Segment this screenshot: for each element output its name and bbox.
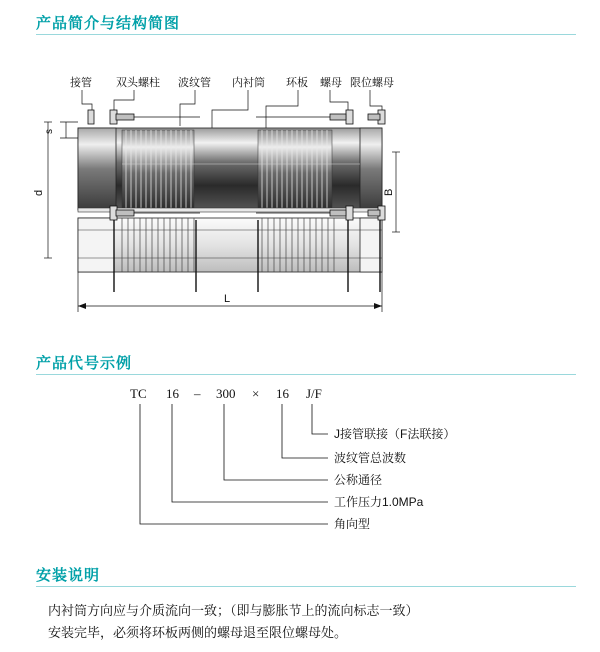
code-token-2: – — [194, 386, 201, 401]
section-title-intro: 产品简介与结构简图 — [36, 15, 181, 32]
code-token-1: 16 — [166, 386, 179, 401]
callout-labels — [70, 75, 394, 89]
callout-label-0: 接管 — [70, 77, 92, 89]
dimension-label-d: d — [33, 189, 45, 196]
dimension-b — [383, 152, 400, 232]
section-divider-intro — [36, 34, 576, 35]
upper-assembly — [78, 110, 385, 210]
section-title-install: 安装说明 — [36, 567, 101, 584]
section-divider-code — [36, 374, 576, 375]
dimension-label-b: B — [383, 188, 395, 196]
callout-label-2: 波纹管 — [178, 77, 211, 89]
code-tokens — [130, 386, 322, 401]
dimension-s — [44, 122, 78, 138]
install-note-line-2: 安装完毕，必须将环板两侧的螺母退至限位螺母处。 — [48, 625, 348, 640]
code-legend-2: 公称通径 — [334, 473, 383, 487]
code-token-5: 16 — [276, 386, 289, 401]
code-token-4: × — [252, 386, 260, 401]
code-legend-0: J接管联接（F法联接） — [334, 427, 456, 441]
stud-bolts-top — [88, 110, 385, 124]
callout-label-5: 螺母 — [320, 77, 342, 89]
product-code-diagram — [100, 382, 520, 552]
callout-label-3: 内衬筒 — [232, 77, 265, 89]
code-legend-3: 工作压力1.0MPa — [334, 495, 424, 509]
install-note-line-1: 内衬筒方向应与介质流向一致；（即与膨胀节上的流向标志一致） — [48, 603, 419, 618]
code-token-6: J/F — [306, 386, 322, 401]
callout-label-1: 双头螺柱 — [116, 77, 160, 89]
code-legend-4: 角向型 — [334, 517, 371, 531]
code-legend — [334, 426, 455, 531]
structure-diagram — [30, 60, 570, 340]
code-leaders — [140, 404, 328, 524]
dimension-label-l: L — [224, 293, 231, 305]
callout-label-6: 限位螺母 — [350, 77, 394, 89]
callout-label-4: 环板 — [286, 77, 308, 89]
code-token-0: TC — [130, 386, 147, 401]
lower-assembly — [78, 206, 385, 292]
dimension-l — [78, 272, 382, 312]
dimension-label-s: s — [44, 129, 55, 134]
code-legend-1: 波纹管总波数 — [334, 451, 407, 465]
dimension-d — [33, 122, 52, 258]
section-title-code: 产品代号示例 — [36, 355, 133, 372]
section-divider-install — [36, 586, 576, 587]
code-token-3: 300 — [216, 386, 236, 401]
